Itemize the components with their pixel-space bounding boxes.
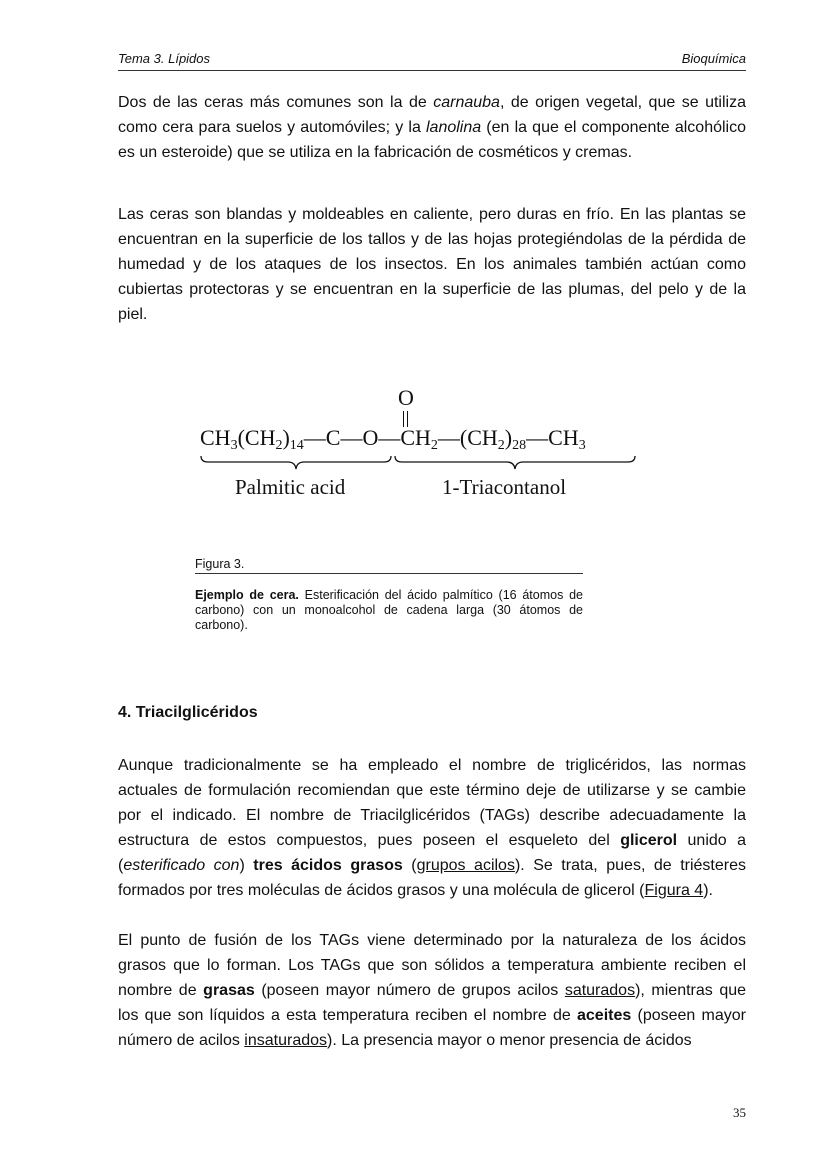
italic-term-carnauba: carnauba bbox=[433, 94, 500, 111]
figure-wax-ester bbox=[195, 385, 645, 505]
underline-grupos-acilos: grupos acilos bbox=[416, 857, 515, 874]
italic-term-lanolina: lanolina bbox=[426, 119, 482, 136]
paragraph-punto-fusion: El punto de fusión de los TAGs viene determinado por la naturaleza de los ácidos grasos que lo forman. Los TAGs que son sólidos a temperatura ambiente reciben el nombre de grasas (poseen mayor número de grupos acilos saturados), mientras que los que son líquidos a esta temperatura reciben el nombre de aceites (poseen mayor número de acilos insaturados). La presencia mayor o menor presencia de ácidos bbox=[118, 932, 747, 1049]
bold-aceites: aceites bbox=[577, 1007, 632, 1024]
italic-esterificado: esterificado con bbox=[123, 857, 240, 874]
underline-saturados: saturados bbox=[564, 982, 636, 999]
header-chapter-title: Tema 3. Lípidos bbox=[118, 51, 211, 66]
underline-insaturados: insaturados bbox=[244, 1032, 328, 1049]
brace-right-icon bbox=[394, 455, 636, 471]
carbonyl-oxygen: O bbox=[398, 385, 414, 410]
label-triacontanol: 1-Triacontanol bbox=[442, 475, 567, 499]
caption-bold: Ejemplo de cera. bbox=[195, 588, 299, 602]
brace-left-icon bbox=[200, 455, 392, 471]
figure-caption-title: Figura 3. bbox=[195, 557, 583, 574]
link-figura-4[interactable]: Figura 4 bbox=[644, 882, 704, 899]
bold-glicerol: glicerol bbox=[620, 832, 678, 849]
section-heading: 4. Triacilglicéridos bbox=[118, 704, 258, 721]
paragraph-ceras-comunes bbox=[118, 90, 746, 165]
text: , de origen vegetal, que se utiliza como cera para suelos y automóviles; y la bbox=[118, 94, 746, 136]
label-palmitic-acid: Palmitic acid bbox=[235, 475, 346, 499]
paragraph-triacilgliceridos: Aunque tradicionalmente se ha empleado el nombre de triglicéridos, las normas actuales de formulación recomiendan que este término deje de utilizarse y se cambie por el indicado. El nombre de Triacilglicéridos (TAGs) describe adecuadamente la estructura de estos compuestos, pues poseen el esqueleto del glicerol unido a (esterificado con) tres ácidos grasos (grupos acilos). Se trata, pues, de triésteres formados por tres moléculas de ácidos grasos y una molécula de glicerol (Figura 4). bbox=[118, 757, 747, 899]
text: (en la que el componente alcohólico es un esteroide) que se utiliza en la fabricación de cosméticos y cremas. bbox=[118, 119, 746, 161]
text: Dos de las ceras más comunes son la de bbox=[118, 94, 434, 111]
bold-grasas: grasas bbox=[203, 982, 255, 999]
figure-caption bbox=[195, 588, 583, 633]
page-number: 35 bbox=[733, 1105, 746, 1120]
chemical-formula: $CH_3(CH_2)_{14}—C—O—CH_2—(CH_2)_{28}—CH_3$ bbox=[200, 425, 586, 453]
caption-body: Esterificación del ácido palmítico (16 átomos de carbono) con un monoalcohol de cadena larga (30 átomos de carbono). bbox=[195, 588, 583, 632]
bold-tres-acidos: tres ácidos grasos bbox=[253, 857, 403, 874]
paragraph-propiedades-ceras: Las ceras son blandas y moldeables en caliente, pero duras en frío. En las plantas se encuentran en la superficie de los tallos y de las hojas protegiéndolas de la pérdida de humedad y de los ataques de los insectos. En los animales también actúan como cubiertas protectoras y se encuentran en la superficie de las plumas, del pelo y de la piel. bbox=[118, 206, 746, 323]
header-subject: Bioquímica bbox=[681, 51, 746, 66]
page-header bbox=[118, 50, 746, 71]
